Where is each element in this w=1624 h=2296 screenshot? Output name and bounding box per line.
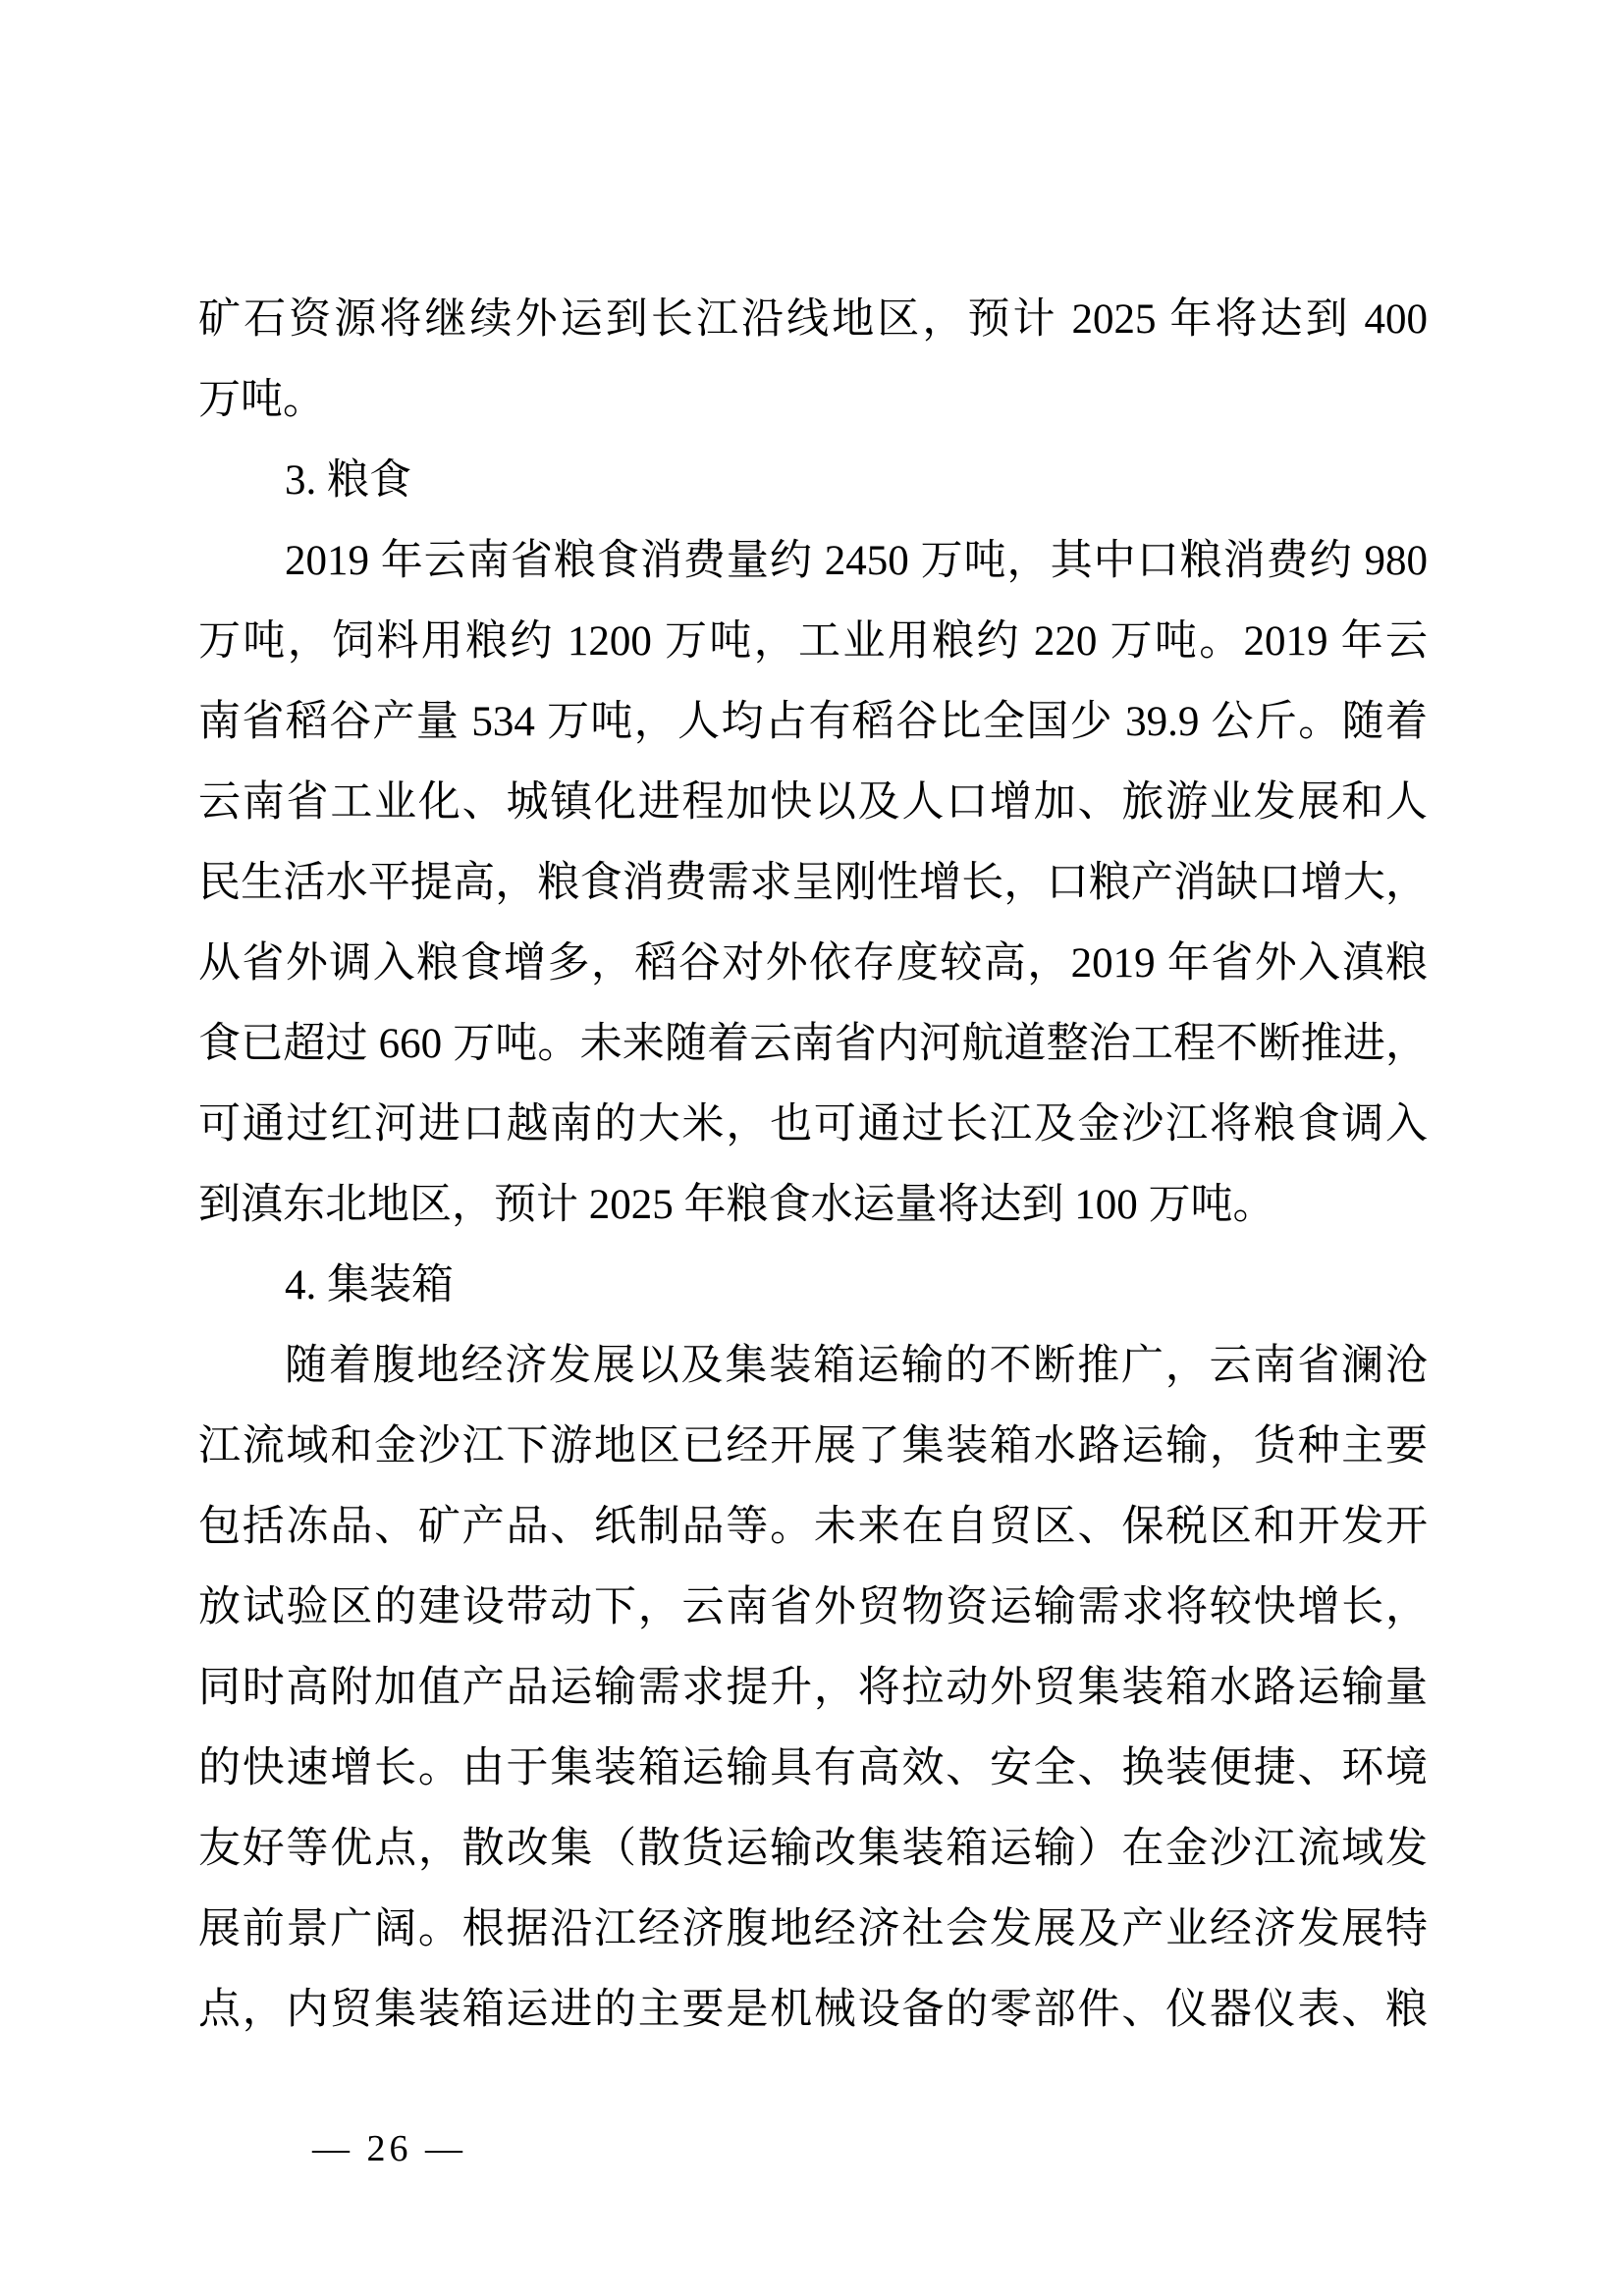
document-body [198,280,1428,2051]
text-line: 2019 年云南省粮食消费量约 2450 万吨，其中口粮消费约 980 [285,538,1428,584]
paragraph [198,280,1428,441]
paragraph [198,1326,1428,2051]
text-line: 万吨。 [198,377,325,423]
text-line: 包括冻品、矿产品、纸制品等。未来在自贸区、保税区和开发开 [198,1504,1428,1550]
text-line: 从省外调入粮食增多，稻谷对外依存度较高，2019 年省外入滇粮 [198,940,1428,987]
text-line: 可通过红河进口越南的大米，也可通过长江及金沙江将粮食调入 [198,1101,1428,1148]
text-line: 云南省工业化、城镇化进程加快以及人口增加、旅游业发展和人 [198,779,1428,826]
text-line: 到滇东北地区，预计 2025 年粮食水运量将达到 100 万吨。 [198,1182,1275,1228]
page-number: — 26 — [312,2128,466,2169]
text-line: 南省稻谷产量 534 万吨，人均占有稻谷比全国少 39.9 公斤。随着 [198,699,1428,745]
text-line: 友好等优点，散改集（散货运输改集装箱运输）在金沙江流域发 [198,1826,1428,1872]
text-line: 展前景广阔。根据沿江经济腹地经济社会发展及产业经济发展特 [198,1906,1428,1952]
text-line: 随着腹地经济发展以及集装箱运输的不断推广，云南省澜沧 [285,1343,1428,1389]
text-line: 点，内贸集装箱运进的主要是机械设备的零部件、仪器仪表、粮 [198,1987,1428,2033]
paragraph [198,521,1428,1246]
text-line: 万吨，饲料用粮约 1200 万吨，工业用粮约 220 万吨。2019 年云 [198,618,1428,665]
section-heading: 3. 粮食 [285,457,411,504]
text-line: 放试验区的建设带动下，云南省外贸物资运输需求将较快增长， [198,1584,1428,1630]
text-line: 同时高附加值产品运输需求提升，将拉动外贸集装箱水路运输量 [198,1665,1428,1711]
text-line: 江流域和金沙江下游地区已经开展了集装箱水路运输，货种主要 [198,1423,1428,1469]
page-footer [312,2120,466,2177]
text-line: 矿石资源将继续外运到长江沿线地区，预计 2025 年将达到 400 [198,296,1428,343]
text-line: 食已超过 660 万吨。未来随着云南省内河航道整治工程不断推进， [198,1021,1428,1067]
text-line: 的快速增长。由于集装箱运输具有高效、安全、换装便捷、环境 [198,1745,1428,1791]
section-heading: 4. 集装箱 [285,1262,454,1308]
text-line: 民生活水平提高，粮食消费需求呈刚性增长，口粮产消缺口增大， [198,860,1428,906]
